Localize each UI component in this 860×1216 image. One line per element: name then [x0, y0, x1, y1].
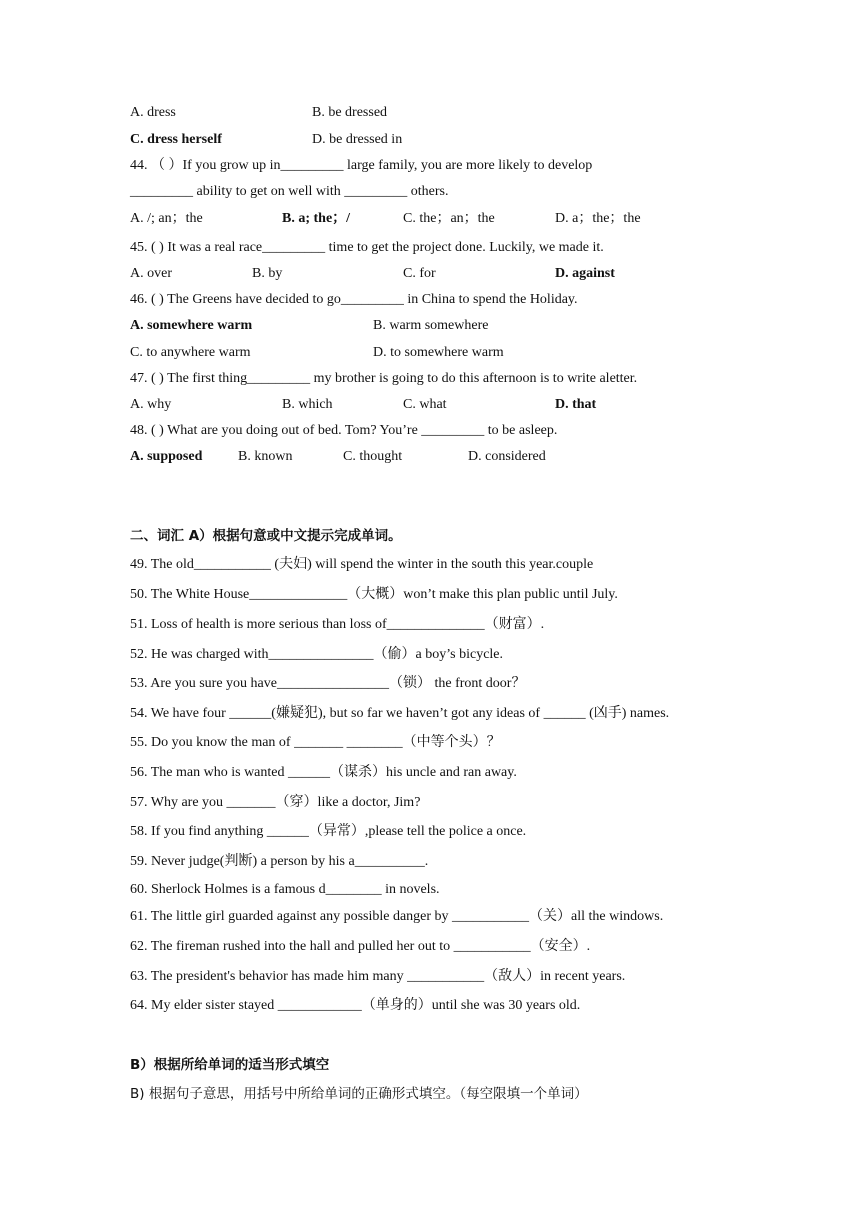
q44-option-b: B. a; the；/ [282, 211, 351, 226]
q47-option-b: B. which [282, 397, 333, 412]
vocab-item-63: 63. The president's behavior has made him many ___________（敌人）in recent years. [130, 969, 626, 984]
vocab-item-49: 49. The old___________ (夫妇) will spend the winter in the south this year.couple [130, 557, 594, 572]
q48-option-b: B. known [238, 449, 293, 464]
q47-option-a: A. why [130, 397, 172, 412]
vocab-item-53: 53. Are you sure you have________________（锁） the front door？ [130, 676, 526, 691]
q44-option-c: C. the；an；the [403, 211, 495, 226]
section-vocab-heading: 二、词汇 A）根据句意或中文提示完成单词。 [130, 528, 402, 544]
q43-option-b: B. be dressed [312, 105, 388, 120]
vocab-item-54: 54. We have four ______(嫌疑犯), but so far we haven’t got any ideas of ______ (凶手) names. [130, 706, 670, 721]
q48-stem: 48. ( ) What are you doing out of bed. Tom? You’re _________ to be asleep. [130, 423, 558, 438]
q44-option-d: D. a；the；the [555, 211, 641, 226]
section-b-instruction: B) 根据句子意思，用括号中所给单词的正确形式填空。（每空限填一个单词） [130, 1086, 588, 1102]
q45-option-a: A. over [130, 266, 172, 281]
q44-stem-line1: 44. （ ）If you grow up in_________ large family, you are more likely to develop [130, 158, 593, 173]
vocab-item-62: 62. The fireman rushed into the hall and pulled her out to ___________（安全）. [130, 939, 591, 954]
q46-option-d: D. to somewhere warm [373, 345, 504, 360]
vocab-item-50: 50. The White House______________（大概）won’t make this plan public until July. [130, 587, 618, 602]
q44-option-a: A. /; an；the [130, 211, 203, 226]
q46-option-b: B. warm somewhere [373, 318, 489, 333]
vocab-item-55: 55. Do you know the man of _______ ________（中等个头）？ [130, 735, 501, 750]
q48-option-d: D. considered [468, 449, 546, 464]
q46-option-a: A. somewhere warm [130, 318, 253, 333]
q48-option-c: C. thought [343, 449, 403, 464]
q48-option-a: A. supposed [130, 449, 203, 464]
q47-stem: 47. ( ) The first thing_________ my brother is going to do this afternoon is to write aletter. [130, 371, 638, 386]
vocab-item-61: 61. The little girl guarded against any possible danger by ___________（关）all the windows. [130, 909, 664, 924]
vocab-item-56: 56. The man who is wanted ______（谋杀）his uncle and ran away. [130, 765, 517, 780]
q47-option-d: D. that [555, 397, 597, 412]
q45-option-b: B. by [252, 266, 283, 281]
vocab-item-57: 57. Why are you _______（穿）like a doctor, Jim? [130, 795, 421, 810]
q43-option-d: D. be dressed in [312, 132, 403, 147]
q43-option-a: A. dress [130, 105, 176, 120]
vocab-item-52: 52. He was charged with_______________（偷）a boy’s bicycle. [130, 647, 504, 662]
vocab-item-59: 59. Never judge(判断) a person by his a__________. [130, 854, 429, 869]
q44-stem-line2: _________ ability to get on well with _________ others. [130, 184, 449, 199]
vocab-item-58: 58. If you find anything ______（异常）,please tell the police a once. [130, 824, 527, 839]
vocab-item-60: 60. Sherlock Holmes is a famous d________ in novels. [130, 882, 440, 897]
q46-option-c: C. to anywhere warm [130, 345, 251, 360]
section-b-heading: B）根据所给单词的适当形式填空 [130, 1057, 330, 1073]
vocab-item-64: 64. My elder sister stayed ____________（单身的）until she was 30 years old. [130, 998, 581, 1013]
q45-option-d: D. against [555, 266, 615, 281]
q45-stem: 45. ( ) It was a real race_________ time to get the project done. Luckily, we made it. [130, 240, 604, 255]
q45-option-c: C. for [403, 266, 436, 281]
q43-option-c: C. dress herself [130, 132, 222, 147]
vocab-item-51: 51. Loss of health is more serious than loss of______________（财富）. [130, 617, 545, 632]
q47-option-c: C. what [403, 397, 447, 412]
q46-stem: 46. ( ) The Greens have decided to go_________ in China to spend the Holiday. [130, 292, 578, 307]
